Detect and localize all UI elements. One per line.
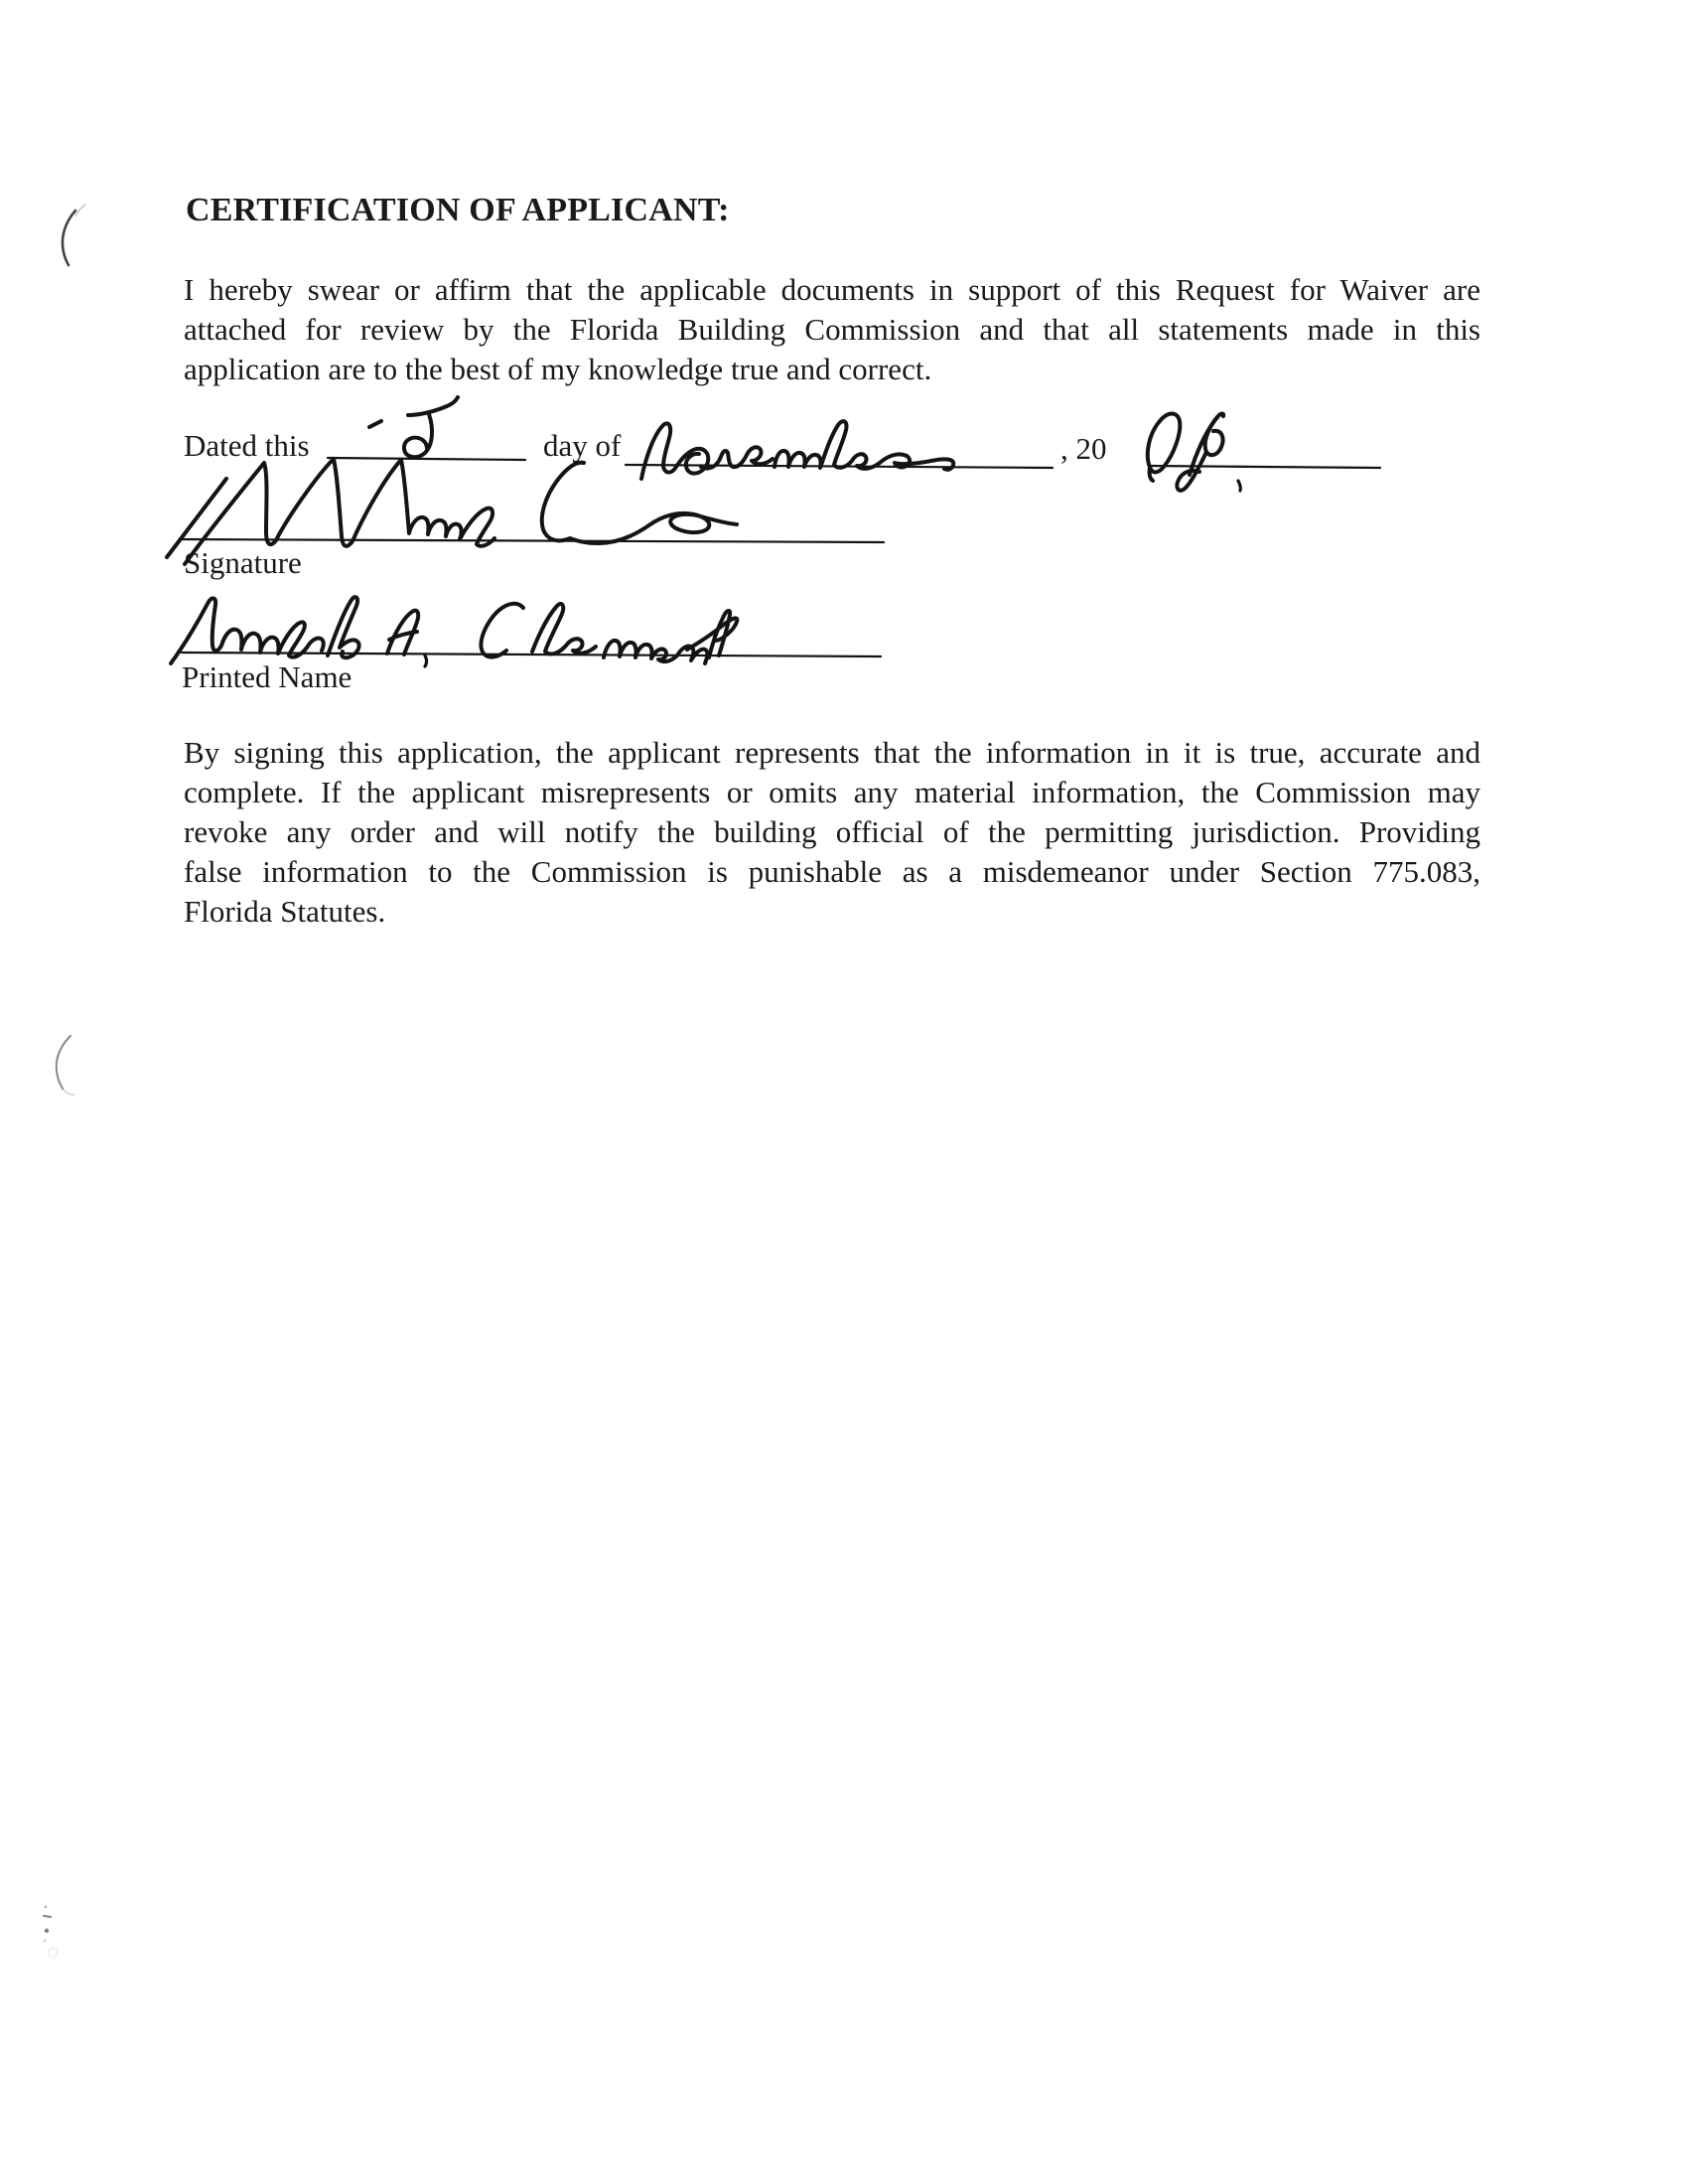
handwritten-day bbox=[369, 397, 458, 457]
affidavit-paragraph bbox=[184, 270, 1480, 389]
day-blank-line bbox=[328, 458, 525, 460]
printed-name-line bbox=[182, 653, 881, 656]
scan-artifact-paren-middle bbox=[57, 1036, 74, 1094]
scan-artifact-paren-top bbox=[63, 205, 85, 265]
affidavit-paragraph-line: I hereby swear or affirm that the applicable documents in support of this Request for Waiver are bbox=[184, 272, 1480, 307]
affidavit-paragraph-line: attached for review by the Florida Building Commission and that all statements made in this bbox=[184, 312, 1480, 347]
signature-line bbox=[181, 539, 884, 542]
scan-speckles bbox=[44, 1906, 58, 1958]
day-of-label: day of bbox=[543, 428, 622, 463]
printed-name-label: Printed Name bbox=[182, 659, 352, 694]
year-prefix-label: , 20 bbox=[1060, 431, 1107, 466]
legal-notice-paragraph bbox=[184, 733, 1480, 932]
legal-notice-line: complete. If the applicant misrepresents or omits any material information, the Commission may bbox=[184, 775, 1480, 809]
dated-this-label: Dated this bbox=[184, 428, 310, 463]
legal-notice-line: false information to the Commission is punishable as a misdemeanor under Section 775.083, bbox=[184, 854, 1480, 889]
printed-name-scrawl bbox=[171, 597, 737, 666]
legal-notice-line: By signing this application, the applicant represents that the information in it is true, accurate and bbox=[184, 735, 1480, 770]
legal-notice-line: Florida Statutes. bbox=[184, 894, 386, 929]
page-title: CERTIFICATION OF APPLICANT: bbox=[186, 192, 730, 228]
signature-label: Signature bbox=[184, 545, 302, 580]
year-blank-line bbox=[1149, 466, 1380, 468]
affidavit-paragraph-line: application are to the best of my knowledge true and correct. bbox=[184, 352, 932, 386]
legal-notice-line: revoke any order and will notify the building official of the permitting jurisdiction. Providing bbox=[184, 814, 1480, 849]
stray-pen-tick bbox=[1238, 481, 1240, 491]
month-blank-line bbox=[626, 465, 1053, 468]
handwritten-month bbox=[641, 421, 953, 479]
handwritten-year bbox=[1148, 413, 1241, 491]
